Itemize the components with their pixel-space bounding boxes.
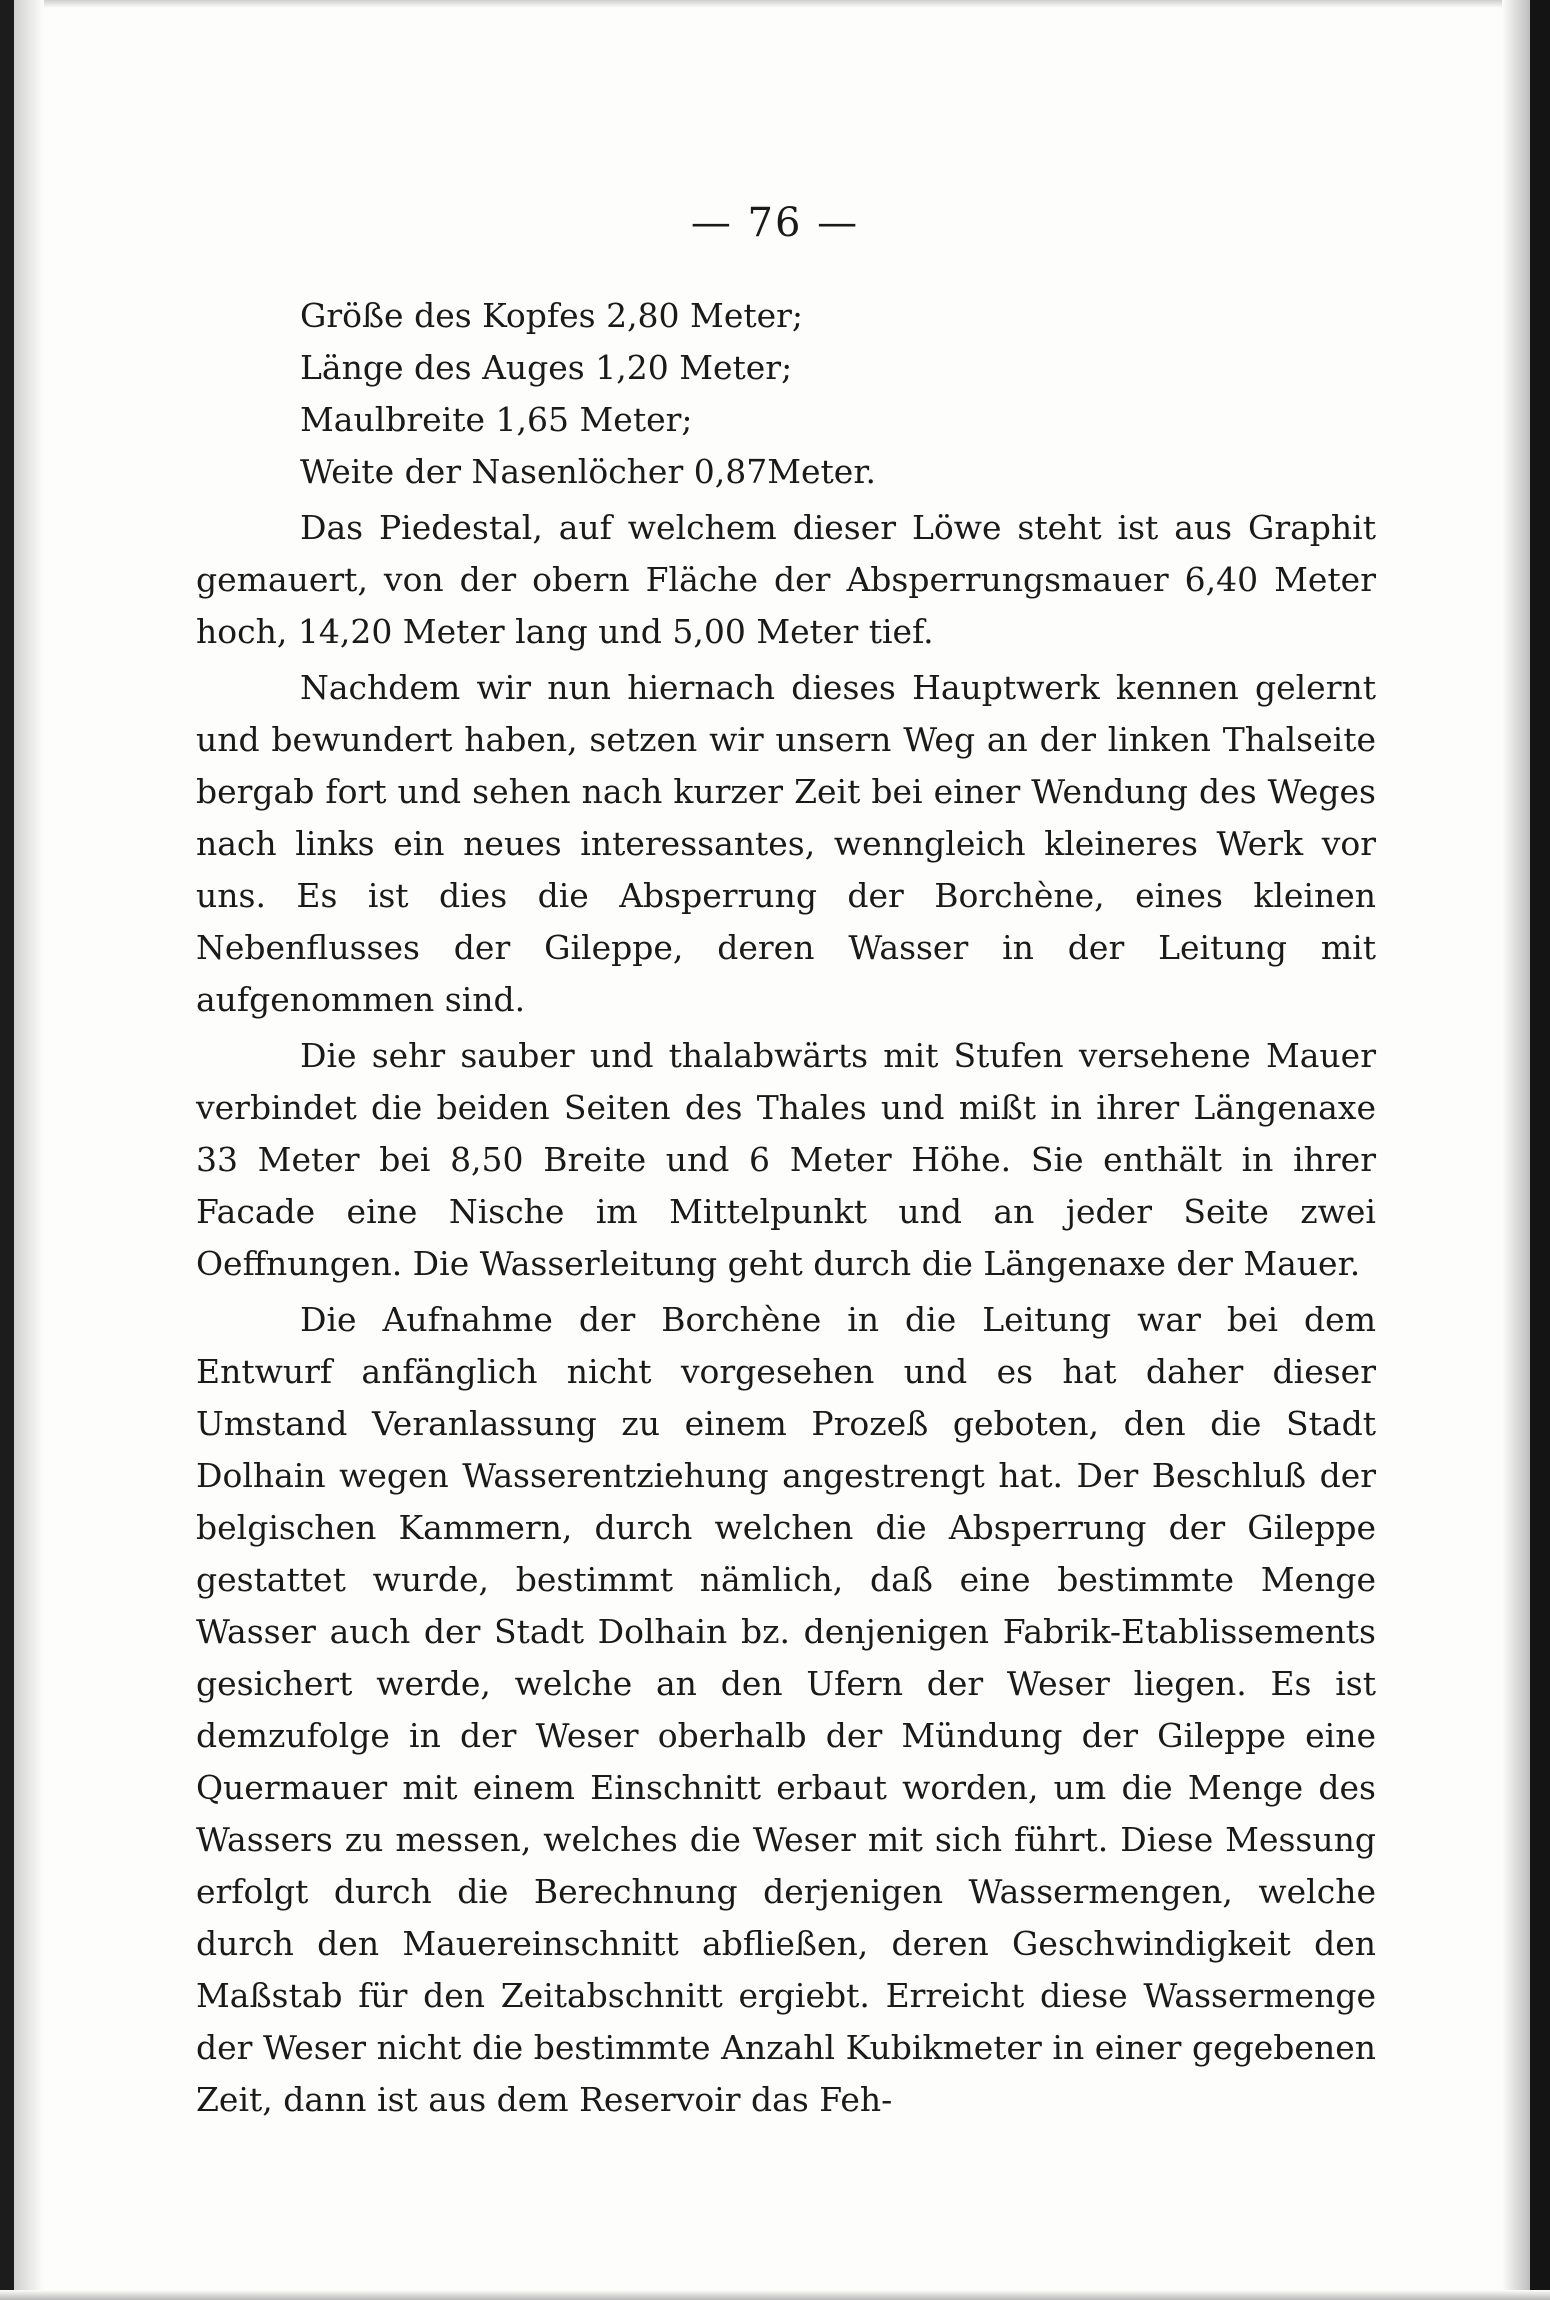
- measurement-line: Länge des Auges 1,20 Meter;: [300, 348, 793, 387]
- page-bottom-edge: [0, 2290, 1550, 2300]
- page-top-edge: [0, 0, 1550, 8]
- page-right-edge: [1530, 0, 1550, 2300]
- paragraph: Das Piedestal, auf welchem dieser Löwe steht ist aus Graphit gemauert, von der obern Fläche der Absperrungsmauer 6,40 Meter hoch, 14,20 Meter lang und 5,00 Meter tief.: [196, 508, 1376, 651]
- page-left-shadow: [14, 0, 44, 2300]
- paragraph: Die Aufnahme der Borchène in die Leitung war bei dem Entwurf anfänglich nicht vorgesehen und es hat daher dieser Umstand Veranlassung zu einem Prozeß geboten, den die Stadt Dolhain wegen Wasserentziehung angestrengt hat. Der Beschluß der belgischen Kammern, durch welchen die Absperrung der Gileppe gestattet wurde, bestimmt nämlich, daß eine bestimmte Menge Wasser auch der Stadt Dolhain bz. denjenigen Fabrik-Etablissements gesichert werde, welche an den Ufern der Weser liegen. Es ist demzufolge in der Weser oberhalb der Mündung der Gileppe eine Quermauer mit einem Einschnitt erbaut worden, um die Menge des Wassers zu messen, welches die Weser mit sich führt. Diese Messung erfolgt durch die Berechnung derjenigen Wassermengen, welche durch den Mauereinschnitt abfließen, deren Geschwindigkeit den Maßstab für den Zeitabschnitt ergiebt. Erreicht diese Wassermenge der Weser nicht die bestimmte Anzahl Kubikmeter in einer gegebenen Zeit, dann ist aus dem Reservoir das Feh-: [196, 1300, 1376, 2119]
- paragraph: Nachdem wir nun hiernach dieses Hauptwerk kennen gelernt und bewundert haben, setzen wir unsern Weg an der linken Thalseite bergab fort und sehen nach kurzer Zeit bei einer Wendung des Weges nach links ein neues interessantes, wenngleich kleineres Werk vor uns. Es ist dies die Absperrung der Borchène, eines kleinen Nebenflusses der Gileppe, deren Wasser in der Leitung mit aufgenommen sind.: [196, 668, 1376, 1019]
- measurement-line: Maulbreite 1,65 Meter;: [300, 400, 693, 439]
- page-number: — 76 —: [690, 200, 860, 246]
- paragraph: Die sehr sauber und thalabwärts mit Stufen versehene Mauer verbindet die beiden Seiten des Thales und mißt in ihrer Längenaxe 33 Meter bei 8,50 Breite und 6 Meter Höhe. Sie enthält in ihrer Facade eine Nische im Mittelpunkt und an jeder Seite zwei Oeffnungen. Die Wasserleitung geht durch die Längenaxe der Mauer.: [196, 1036, 1376, 1283]
- page-right-shadow: [1502, 0, 1530, 2300]
- measurement-line: Weite der Nasenlöcher 0,87Meter.: [300, 452, 876, 491]
- body-text: [196, 290, 1376, 2130]
- measurement-line: Größe des Kopfes 2,80 Meter;: [300, 296, 804, 335]
- page-left-edge: [0, 0, 14, 2300]
